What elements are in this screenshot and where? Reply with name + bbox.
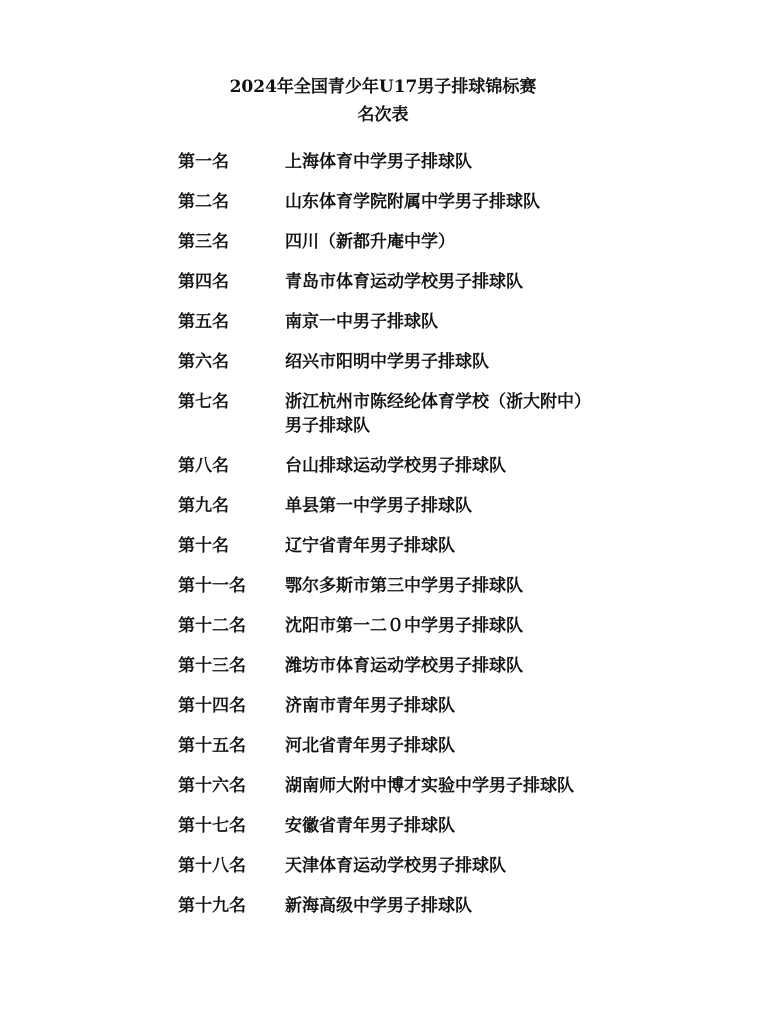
ranking-row	[0, 694, 766, 734]
ranking-row	[0, 454, 766, 494]
team-name: 单县第一中学男子排球队	[285, 496, 472, 516]
team-name: 青岛市体育运动学校男子排球队	[285, 272, 523, 292]
ranking-row	[0, 734, 766, 774]
rank-label: 第十九名	[178, 896, 246, 916]
rank-label: 第六名	[178, 352, 229, 372]
document-subtitle: 名次表	[357, 105, 409, 125]
rank-label: 第十六名	[178, 776, 246, 796]
team-name: 安徽省青年男子排球队	[285, 816, 455, 836]
team-name: 河北省青年男子排球队	[285, 736, 455, 756]
rank-label: 第十四名	[178, 696, 246, 716]
ranking-row	[0, 854, 766, 894]
team-name: 天津体育运动学校男子排球队	[285, 856, 506, 876]
ranking-row	[0, 654, 766, 694]
rank-label: 第七名	[178, 392, 229, 412]
team-name: 济南市青年男子排球队	[285, 696, 455, 716]
ranking-row	[0, 150, 766, 190]
document-title: 2024年全国青少年U17男子排球锦标赛	[229, 77, 537, 97]
team-name	[285, 390, 685, 438]
ranking-row	[0, 614, 766, 654]
team-name: 绍兴市阳明中学男子排球队	[285, 352, 489, 372]
rank-label: 第十名	[178, 536, 229, 556]
team-name: 山东体育学院附属中学男子排球队	[285, 192, 540, 212]
ranking-row	[0, 774, 766, 814]
ranking-row	[0, 494, 766, 534]
rank-label: 第五名	[178, 312, 229, 332]
team-name: 新海高级中学男子排球队	[285, 896, 472, 916]
rank-label: 第十五名	[178, 736, 246, 756]
team-name: 沈阳市第一二０中学男子排球队	[285, 616, 523, 636]
team-name: 潍坊市体育运动学校男子排球队	[285, 656, 523, 676]
team-name: 南京一中男子排球队	[285, 312, 438, 332]
ranking-row	[0, 270, 766, 310]
rank-label: 第九名	[178, 496, 229, 516]
rank-label: 第四名	[178, 272, 229, 292]
ranking-list	[0, 150, 766, 934]
rank-label: 第十八名	[178, 856, 246, 876]
team-name-line1: 浙江杭州市陈经纶体育学校（浙大附中）	[285, 392, 591, 412]
ranking-row	[0, 390, 766, 454]
rank-label: 第八名	[178, 456, 229, 476]
rank-label: 第十三名	[178, 656, 246, 676]
rank-label: 第三名	[178, 232, 229, 252]
ranking-row	[0, 534, 766, 574]
ranking-row	[0, 310, 766, 350]
team-name-line2: 男子排球队	[285, 416, 370, 436]
ranking-row	[0, 190, 766, 230]
ranking-row	[0, 350, 766, 390]
rank-label: 第二名	[178, 192, 229, 212]
rank-label: 第十二名	[178, 616, 246, 636]
team-name: 辽宁省青年男子排球队	[285, 536, 455, 556]
ranking-row	[0, 574, 766, 614]
team-name: 湖南师大附中博才实验中学男子排球队	[285, 776, 574, 796]
team-name: 四川（新都升庵中学）	[285, 232, 455, 252]
team-name: 台山排球运动学校男子排球队	[285, 456, 506, 476]
ranking-row	[0, 894, 766, 934]
ranking-row	[0, 814, 766, 854]
rank-label: 第十一名	[178, 576, 246, 596]
ranking-row	[0, 230, 766, 270]
rank-label: 第一名	[178, 152, 229, 172]
team-name: 鄂尔多斯市第三中学男子排球队	[285, 576, 523, 596]
team-name: 上海体育中学男子排球队	[285, 152, 472, 172]
rank-label: 第十七名	[178, 816, 246, 836]
